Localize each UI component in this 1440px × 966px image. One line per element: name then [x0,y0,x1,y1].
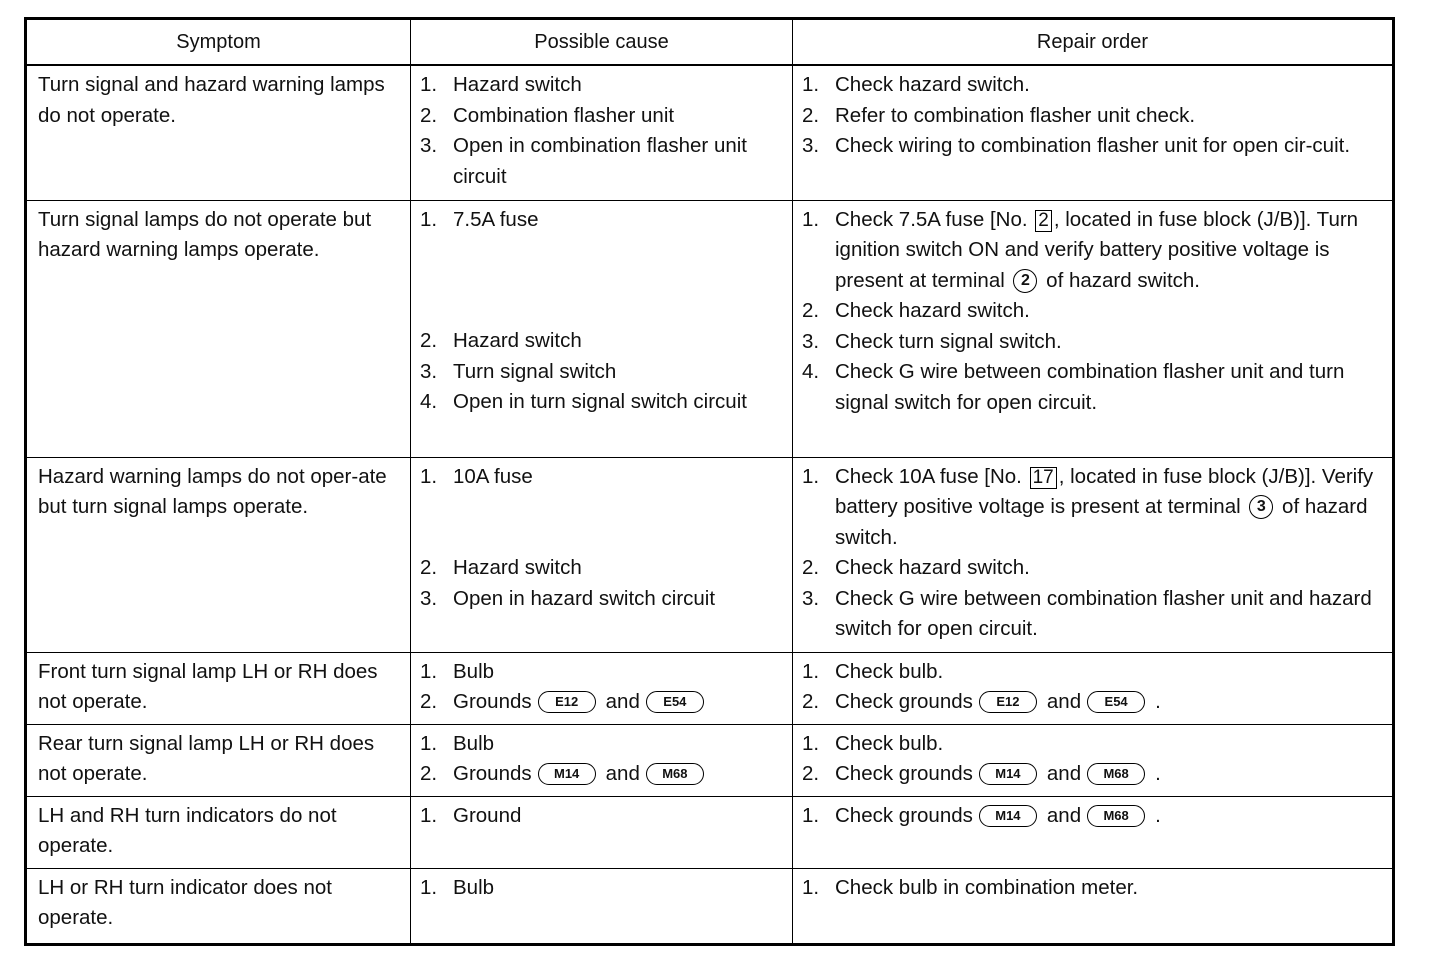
cause-cell [411,868,793,945]
list-item: 2. Hazard switch [420,329,582,352]
symptom-cell: LH or RH turn indicator does not operate. [26,868,411,945]
symptom-cell: Hazard warning lamps do not oper-ate but turn signal lamps operate. [26,457,411,652]
symptom-cell: Turn signal lamps do not operate but hazard warning lamps operate. [26,200,411,457]
list-item: 2. Hazard switch [420,556,582,579]
list-item: 1. Check 7.5A fuse [No. 2 , located in fuse block (J/B)]. Turn ignition switch ON and verify battery positive voltage is present at terminal 2 of hazard switch. [802,207,1359,292]
list-item: 1. Bulb [420,875,495,899]
symptom-cell: Rear turn signal lamp LH or RH does not operate. [26,724,411,796]
list-item: 2. Check grounds M14 and M68 . [802,762,1161,785]
cause-cell [411,724,793,796]
list-item: 1. 7.5A fuse [420,207,539,231]
list-item: 1. Check 10A fuse [No. 17 , located in fuse block (J/B)]. Verify battery positive voltage is present at terminal 3 of hazard switch. [802,464,1374,549]
list-item: 1. Ground [420,803,522,827]
list-item: 2. Grounds M14 and M68 [420,759,784,790]
cause-cell [411,652,793,724]
list-item: 2. Grounds E12 and E54 [420,687,784,718]
fuse-number-box: 17 [1030,467,1057,489]
list-item: 2. Refer to combination flasher unit check. [802,103,1196,127]
repair-cell [793,796,1394,868]
header-symptom: Symptom [26,19,411,66]
trouble-diagnosis-table [24,17,1395,946]
ground-connector-icon: E12 [979,691,1037,713]
list-item: 1. Check bulb. [802,731,944,755]
cause-cell [411,200,793,457]
repair-cell [793,65,1394,200]
header-row [26,19,1394,66]
cause-cell [411,457,793,652]
table-row [26,200,1394,457]
list-item: 2. Combination flasher unit [420,103,675,127]
ground-connector-icon: M14 [979,763,1037,785]
symptom-cell: Front turn signal lamp LH or RH does not operate. [26,652,411,724]
ground-connector-icon: E12 [538,691,596,713]
repair-cell [793,200,1394,457]
ground-connector-icon: E54 [1087,691,1145,713]
list-item: 2. Check grounds E12 and E54 . [802,690,1161,713]
repair-cell [793,457,1394,652]
terminal-circle-icon: 3 [1249,495,1273,519]
symptom-cell: LH and RH turn indicators do not operate. [26,796,411,868]
list-item: 1. Hazard switch [420,73,582,96]
list-item: 2. Check hazard switch. [802,299,1030,322]
cause-cell [411,65,793,200]
table-row [26,65,1394,200]
header-possible-cause: Possible cause [411,19,793,66]
repair-cell [793,724,1394,796]
list-item: 1. Check grounds M14 and M68 . [802,803,1161,827]
terminal-circle-icon: 2 [1013,269,1037,293]
list-item: 2. Check hazard switch. [802,556,1030,579]
list-item: 3. Check turn signal switch. [802,329,1062,353]
table-row [26,457,1394,652]
repair-cell [793,652,1394,724]
list-item: 4. Check G wire between combination flasher unit and turn signal switch for open circuit. [802,360,1345,414]
table-row [26,652,1394,724]
table-row [26,724,1394,796]
list-item: 3. Open in hazard switch circuit [420,586,716,610]
list-item: 1. 10A fuse [420,464,533,488]
list-item: 1. Bulb [420,659,495,683]
ground-connector-icon: M14 [979,805,1037,827]
ground-connector-icon: E54 [646,691,704,713]
list-item: 3. Check G wire between combination flasher unit and hazard switch for open circuit. [802,586,1372,640]
ground-connector-icon: M68 [646,763,704,785]
list-item: 1. Check bulb in combination meter. [802,875,1139,899]
list-item: 1. Check bulb. [802,659,944,683]
ground-connector-icon: M14 [538,763,596,785]
ground-connector-icon: M68 [1087,763,1145,785]
list-item: 3. Open in combination flasher unit circuit [420,134,748,188]
ground-connector-icon: M68 [1087,805,1145,827]
list-item: 4. Open in turn signal switch circuit [420,390,747,413]
table-row [26,796,1394,868]
header-repair-order: Repair order [793,19,1394,66]
list-item: 1. Bulb [420,731,495,755]
symptom-cell: Turn signal and hazard warning lamps do not operate. [26,65,411,200]
fuse-number-box: 2 [1035,210,1052,232]
repair-cell [793,868,1394,945]
table-row [26,868,1394,945]
list-item: 3. Check wiring to combination flasher unit for open cir-cuit. [802,134,1351,157]
list-item: 3. Turn signal switch [420,359,617,383]
cause-cell [411,796,793,868]
list-item: 1. Check hazard switch. [802,73,1030,96]
